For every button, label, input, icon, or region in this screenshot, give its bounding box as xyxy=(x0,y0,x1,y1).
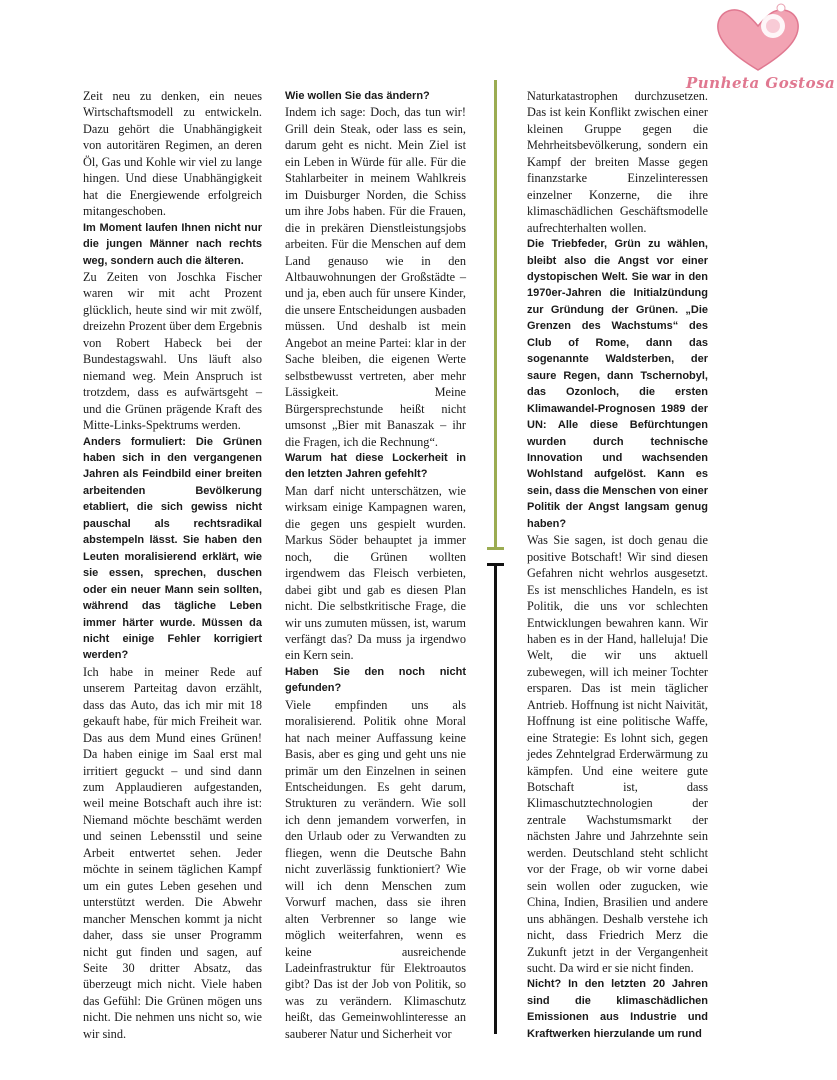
article-column-3 xyxy=(527,88,708,1042)
column-divider-top xyxy=(494,80,497,548)
interview-question: Im Moment laufen Ihnen nicht nur die jungen Männer nach rechts weg, sondern auch die älteren. xyxy=(83,221,262,267)
body-paragraph: Ich habe in meiner Rede auf unserem Parteitag davon erzählt, dass das Auto, das ich mir mit 18 gekauft habe, für mich Freiheit war. Das aus dem Mund eines Grünen! Da haben einige im Saal erst mal irritiert geguckt – und sind dann zum Applaudieren aufgestanden, weil meine Botschaft auch ihre ist: Niemand möchte beschämt werden und seinen Lebensstil und seine Arbeit entwertet sehen. Jeder möchte in seinem täglichen Kampf um ein gutes Leben gesehen und unterstützt werden. Die Abwehr mancher Menschen kommt ja nicht daher, dass sie unser Programm nicht gut finden und sagen, auf Seite 30 dritter Absatz, das überzeugt mich nicht. Viele haben das Gefühl: Die Grünen mögen uns nicht. Die nehmen uns nicht so, wie wir sind. xyxy=(83,664,262,1041)
interview-question: Nicht? In den letzten 20 Jahren sind die klimaschädlichen Emissionen aus Industrie und Kraftwerken hierzulande um rund xyxy=(527,978,708,1040)
body-paragraph: Naturkatastrophen durchzusetzen. Das ist kein Konflikt zwischen einer kleinen Gruppe gegen die Mehrheitsbevölkerung, sondern ein Kampf der breiten Masse gegen finanzstarke Einzelinteressen einzelner Konzerne, die ihre klimaschädlichen Geschäftsmodelle aufrechterhalten wollen. xyxy=(527,89,708,235)
interview-question: Anders formuliert: Die Grünen haben sich in den vergangenen Jahren als Feindbild einer breiten arbeitenden Bevölkerung etabliert, die sich gewiss nicht pauschal als rechtsradikal abstempeln lässt. Sie haben den Leuten moralisierend erklärt, wie sie essen, sprechen, duschen oder ein neuer Mann sein sollten, während das tägliche Leben immer härter wurde. Müssen da nicht einige Fehler korrigiert werden? xyxy=(83,435,262,662)
interview-question: Warum hat diese Lockerheit in den letzten Jahren gefehlt? xyxy=(285,451,466,481)
interview-question: Wie wollen Sie das ändern? xyxy=(285,90,430,102)
article-column-1 xyxy=(83,88,262,1042)
body-paragraph: Zu Zeiten von Joschka Fischer waren wir mit acht Prozent glücklich, heute sind wir mit zwölf, dreizehn Prozent über dem Ergebnis von Robert Habeck bei der Bundestagswahl. Uns läuft also niemand weg. Mein Anspruch ist trotzdem, dass es aufwärtsgeht – und die Grünen prägende Kraft des Mitte-Links-Spektrums werden. xyxy=(83,269,262,433)
body-paragraph: Viele empfinden uns als moralisierend. Politik ohne Moral hat nach meiner Auffassung keine Basis, aber es ging und geht uns nie primär um den Einzelnen in seinen Entscheidungen. Es geht darum, Strukturen zu verändern. Wie soll ich denn jemandem vorwerfen, in den Urlaub oder zu Verwandten zu fliegen, wenn die Deutsche Bahn nicht zuverlässig funktioniert? Wie will ich denn Menschen zum Vorwurf machen, dass sie ihren alten Verbrenner so lange wie möglich weiterfahren, wenn es keine ausreichende Ladeinfrastruktur für Elektroautos gibt? Das ist der Job von Politik, so was zu verändern. Klimaschutz heißt, das Gemeinwohlinteresse an sauberer Natur und Sicherheit vor xyxy=(285,697,466,1041)
interview-question: Die Triebfeder, Grün zu wählen, bleibt also die Angst vor einer dystopischen Welt. Sie war in den 1970er-Jahren die Initialzündung zur Gründung der Grünen. „Die Grenzen des Wachstums“ des Club of Rome, dann das sogenannte Waldsterben, der saure Regen, dann Tschernobyl, das Ozonloch, die ersten Klimawandel-Prognosen 1989 der UN: Alle diese Befürchtungen wurden durch technische Innovation und wachsenden Wohlstand aufgelöst. Kann es sein, dass die Menschen von einer Politik der Angst langsam genug haben? xyxy=(527,238,708,530)
column-divider-tick-top xyxy=(487,547,504,550)
watermark xyxy=(678,0,837,100)
body-paragraph: Zeit neu zu denken, ein neues Wirtschaftsmodell zu entwickeln. Dazu gehört die Unabhängigkeit von autoritären Regimen, an deren Öl, Gas und Kohle wir viel zu lange hingen. Und diese Unabhängigkeit hat die Energiewende erfolgreich mitangeschoben. xyxy=(83,89,262,219)
body-paragraph: Man darf nicht unterschätzen, wie wirksam einige Kampagnen waren, die gegen uns gespielt wurden. Markus Söder behauptet ja immer noch, die Grünen wollten irgendwem das Fleisch verbieten, dabei gibt und gab es diesen Plan nicht. Die selbstkritische Frage, die wir uns zumuten müssen, ist, warum verfängt das? Da muss ja irgendwo ein Kern sein. xyxy=(285,483,466,663)
column-divider-bottom xyxy=(494,564,497,1034)
body-paragraph: Was Sie sagen, ist doch genau die positive Botschaft! Wir sind diesen Gefahren nicht wehrlos ausgesetzt. Es ist menschliches Handeln, es ist Politik, die uns vor schlechten Entwicklungen bewahren kann. Wir haben es in der Hand, halleluja! Die Welt, die wir uns aktuell zubewegen, will ich meiner Tochter ersparen. Das ist mein täglicher Antrieb. Hoffnung ist nicht Naivität, Hoffnung ist eine politische Waffe, eine Strategie: Es lohnt sich, gegen jedes Zehntelgrad Erderwärmung zu kämpfen. Und eine weitere gute Botschaft ist, dass Klimaschutztechnologien der zentrale Wachstumsmarkt der nächsten Jahre und Jahrzehnte sein werden. Deutschland steht schlicht vor der Frage, ob wir vorne dabei sein wollen oder zugucken, wie China, Indien, Brasilien und andere uns abhängen. Deshalb verstehe ich nicht, dass Friedrich Merz die Zukunft jetzt in der Vergangenheit sucht. Da wird er sie nicht finden. xyxy=(527,533,708,976)
article-column-2 xyxy=(285,88,466,1042)
body-paragraph: Indem ich sage: Doch, das tun wir! Grill dein Steak, oder lass es sein, darum geht es nicht. Mein Ziel ist ein Leben in Würde für alle. Für die Stahlarbeiter in meinem Wahlkreis im Duisburger Norden, die Schiss um ihre Jobs haben. Für die Frauen, die in prekären Dienstleistungsjobs arbeiten. Für die Menschen auf dem Land genauso wie in den Altbauwohnungen der Großstädte – und ja, eben auch für unsere Kinder, die unsere Entscheidungen ausbaden müssen. Und deshalb ist mein Angebot an meine Partei: klar in der Sache bleiben, die eigenen Werte selbstbewusst vertreten, aber mehr Lässigkeit. Meine Bürgersprechstunde heißt nicht umsonst „Bier mit Banaszak – ihr die Fragen, ich die Rechnung“. xyxy=(285,105,466,449)
interview-question: Haben Sie den noch nicht gefunden? xyxy=(285,665,466,695)
watermark-text: Punheta Gostosa xyxy=(686,74,836,92)
